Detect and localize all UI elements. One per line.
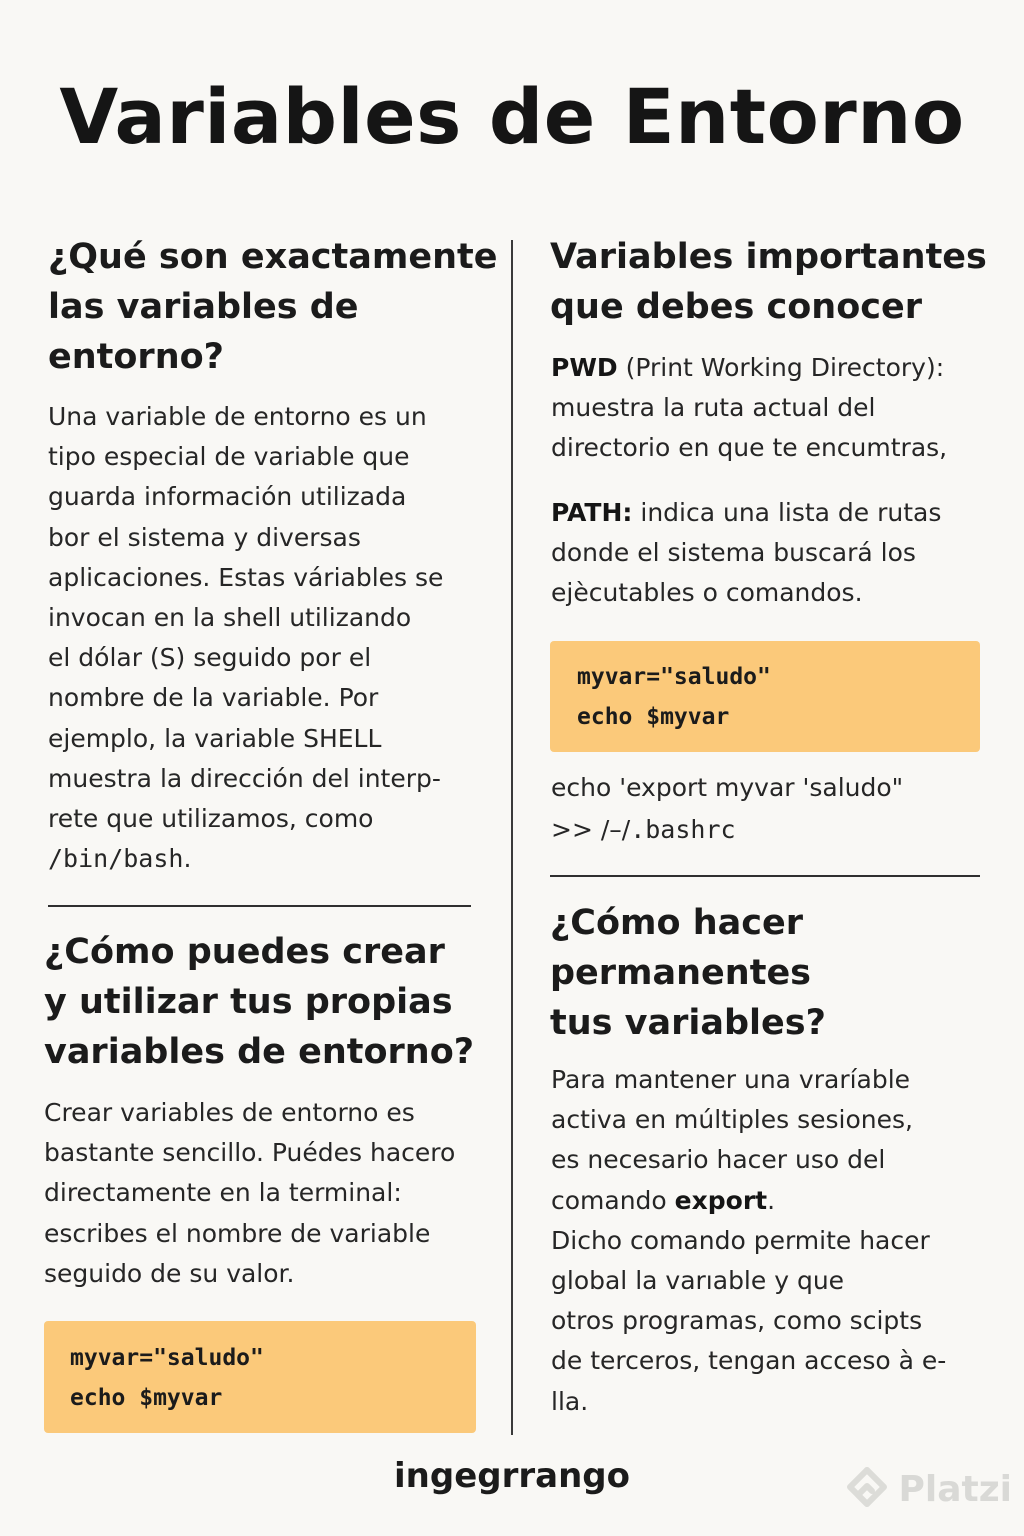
pwd-term: PWD bbox=[551, 353, 618, 382]
platzi-logo-icon bbox=[844, 1466, 890, 1512]
body-line: muestra la dirección del interp- bbox=[48, 763, 441, 793]
body-line: bastante sencillo. Puédes hacero bbox=[44, 1138, 456, 1168]
heading-line: tus variables? bbox=[550, 1003, 826, 1043]
pwd-line1: (Print Working Directory): bbox=[617, 353, 945, 382]
body-line: escribes el nombre de variable bbox=[44, 1218, 431, 1248]
body-line: echo 'export myvar 'saludo" bbox=[551, 773, 904, 802]
body-line: Una variable de entorno es un bbox=[48, 402, 427, 431]
code-line: myvar="saludo" bbox=[70, 1345, 264, 1371]
code-block-left bbox=[44, 1321, 476, 1433]
body-line: global la varıable y que bbox=[551, 1266, 845, 1296]
export-bashrc-example bbox=[551, 767, 991, 851]
export-keyword: export bbox=[674, 1185, 768, 1215]
body-line: nombre de la variable. Por bbox=[48, 683, 379, 713]
body-line bbox=[551, 493, 991, 533]
heading-line: ¿Cómo puedes crear bbox=[44, 932, 445, 972]
body-line: otros programas, como scipts bbox=[551, 1306, 923, 1336]
code-line: echo $myvar bbox=[577, 704, 730, 730]
line4-prefix: comando bbox=[551, 1185, 675, 1215]
heading-variables-importantes bbox=[550, 232, 1010, 332]
body-line: tipo especial de variable que bbox=[48, 442, 410, 472]
body-line bbox=[551, 348, 991, 388]
body-line: lla. bbox=[551, 1386, 589, 1416]
body-line: directorio en que te encumtras, bbox=[551, 433, 948, 463]
pwd-description bbox=[551, 348, 991, 469]
body-line: el dólar (S) seguido por el bbox=[48, 643, 372, 673]
heading-line: ¿Cómo hacer bbox=[550, 903, 804, 943]
line4-suffix: . bbox=[767, 1185, 776, 1215]
heading-line: entorno? bbox=[48, 337, 224, 377]
bashrc-file: .bashrc bbox=[630, 815, 736, 844]
left-section-divider bbox=[48, 905, 471, 907]
body-line: seguido de su valor. bbox=[44, 1258, 295, 1288]
body-line: Dicho comando permite hacer bbox=[551, 1225, 930, 1255]
column-divider bbox=[511, 240, 513, 1435]
code-line: echo $myvar bbox=[70, 1385, 223, 1411]
body-line bbox=[551, 809, 991, 851]
path-line1: indica una lista de rutas bbox=[632, 498, 942, 527]
body-line: Para mantener una vraríable bbox=[551, 1065, 911, 1094]
body-line: ejemplo, la variable SHELL bbox=[48, 723, 382, 753]
permanentes-body bbox=[551, 1060, 991, 1422]
como-crear-body bbox=[44, 1093, 494, 1294]
heading-line: que debes conocer bbox=[550, 287, 922, 327]
bash-path: /bin/bash bbox=[48, 844, 184, 874]
body-line: donde el sistema buscará los bbox=[551, 538, 916, 568]
export-prefix: >> /–/ bbox=[551, 815, 631, 844]
footer-brand: ingegrrango bbox=[394, 1456, 630, 1496]
body-line: muestra la ruta actual del bbox=[551, 393, 876, 423]
body-line: invocan en la shell utilizando bbox=[48, 603, 412, 633]
code-block-right bbox=[550, 641, 980, 752]
code-line: myvar="saludo" bbox=[577, 664, 771, 690]
path-suffix: . bbox=[183, 844, 192, 874]
heading-line: y utilizar tus propias bbox=[44, 982, 453, 1022]
body-line: bor el sistema y diversas bbox=[48, 522, 361, 552]
page-title: Variables de Entorno bbox=[59, 72, 965, 161]
path-description bbox=[551, 493, 991, 614]
body-line: guarda información utilizada bbox=[48, 482, 407, 512]
body-line: aplicaciones. Estas váriables se bbox=[48, 562, 444, 592]
path-term: PATH: bbox=[551, 498, 633, 527]
body-line: rete que utilizamos, como bbox=[48, 804, 374, 834]
body-line: directamente en la terminal: bbox=[44, 1178, 402, 1208]
watermark-text: Platzi bbox=[898, 1468, 1012, 1510]
heading-como-permanentes bbox=[550, 898, 1010, 1048]
que-son-body bbox=[48, 397, 488, 879]
platzi-watermark bbox=[844, 1466, 1012, 1512]
body-line: de terceros, tengan acceso à e- bbox=[551, 1346, 947, 1376]
body-line: ejècutables o comandos. bbox=[551, 578, 863, 608]
heading-como-crear bbox=[44, 927, 494, 1077]
heading-line: permanentes bbox=[550, 953, 812, 993]
body-line bbox=[48, 839, 488, 879]
heading-line: las variables de bbox=[48, 287, 359, 327]
heading-line: Variables importantes bbox=[550, 237, 987, 277]
heading-que-son bbox=[48, 232, 498, 382]
body-line: Crear variables de entorno es bbox=[44, 1098, 415, 1127]
body-line bbox=[551, 1181, 991, 1221]
heading-line: ¿Qué son exactamente bbox=[48, 237, 498, 277]
right-section-divider bbox=[550, 875, 980, 877]
heading-line: variables de entorno? bbox=[44, 1032, 475, 1072]
body-line: activa en múltiples sesiones, bbox=[551, 1105, 913, 1135]
body-line: es necesario hacer uso del bbox=[551, 1145, 886, 1175]
